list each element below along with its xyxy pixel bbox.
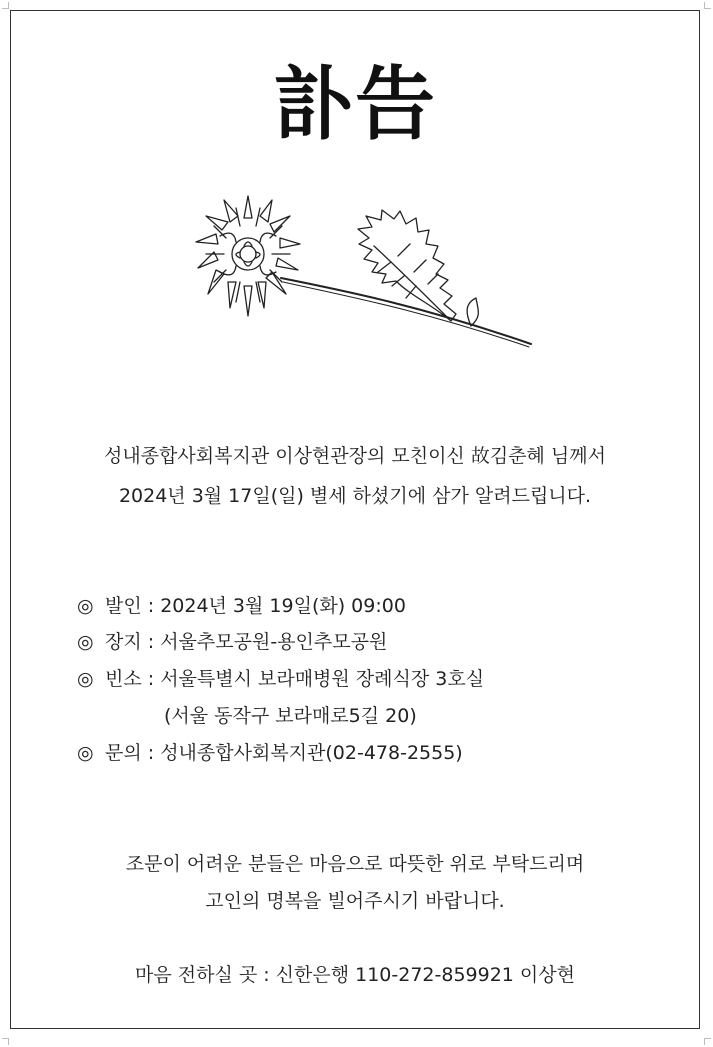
detail-text: 장지 : 서울추모공원-용인추모공원 xyxy=(105,631,388,653)
page-corner-mark xyxy=(704,2,711,9)
bullet-mark: ◎ xyxy=(77,668,94,690)
page-corner-mark xyxy=(704,1038,711,1045)
detail-row-contact xyxy=(77,740,463,766)
detail-text: (서울 동작구 보라매로5길 20) xyxy=(164,705,417,727)
bullet-mark: ◎ xyxy=(77,595,94,617)
detail-text: 발인 : 2024년 3월 19일(화) 09:00 xyxy=(105,595,406,617)
bullet-mark: ◎ xyxy=(77,631,94,653)
document-page xyxy=(10,10,700,1029)
detail-row-binso xyxy=(77,666,484,692)
intro-line: 2024년 3월 17일(일) 별세 하셨기에 삼가 알려드립니다. xyxy=(118,485,592,507)
closing-line: 고인의 명복을 빌어주시기 바랍니다. xyxy=(205,890,505,912)
intro-line: 성내종합사회복지관 이상현관장의 모친이신 故김춘혜 님께서 xyxy=(103,445,606,467)
detail-row-address xyxy=(164,703,417,729)
detail-row-balin xyxy=(77,593,406,619)
page-corner-mark xyxy=(2,1038,9,1045)
detail-row-jangji xyxy=(77,629,387,655)
closing-line: 조문이 어려운 분들은 마음으로 따뜻한 위로 부탁드리며 xyxy=(125,853,585,875)
bullet-mark: ◎ xyxy=(77,742,94,764)
detail-text: 문의 : 성내종합사회복지관(02-478-2555) xyxy=(105,742,463,764)
page-corner-mark xyxy=(2,2,9,9)
donation-info: 마음 전하실 곳 : 신한은행 110-272-859921 이상현 xyxy=(134,964,575,986)
page-title: 訃告 xyxy=(273,58,437,151)
chrysanthemum-icon xyxy=(186,186,541,351)
detail-text: 빈소 : 서울특별시 보라매병원 장례식장 3호실 xyxy=(105,668,485,690)
